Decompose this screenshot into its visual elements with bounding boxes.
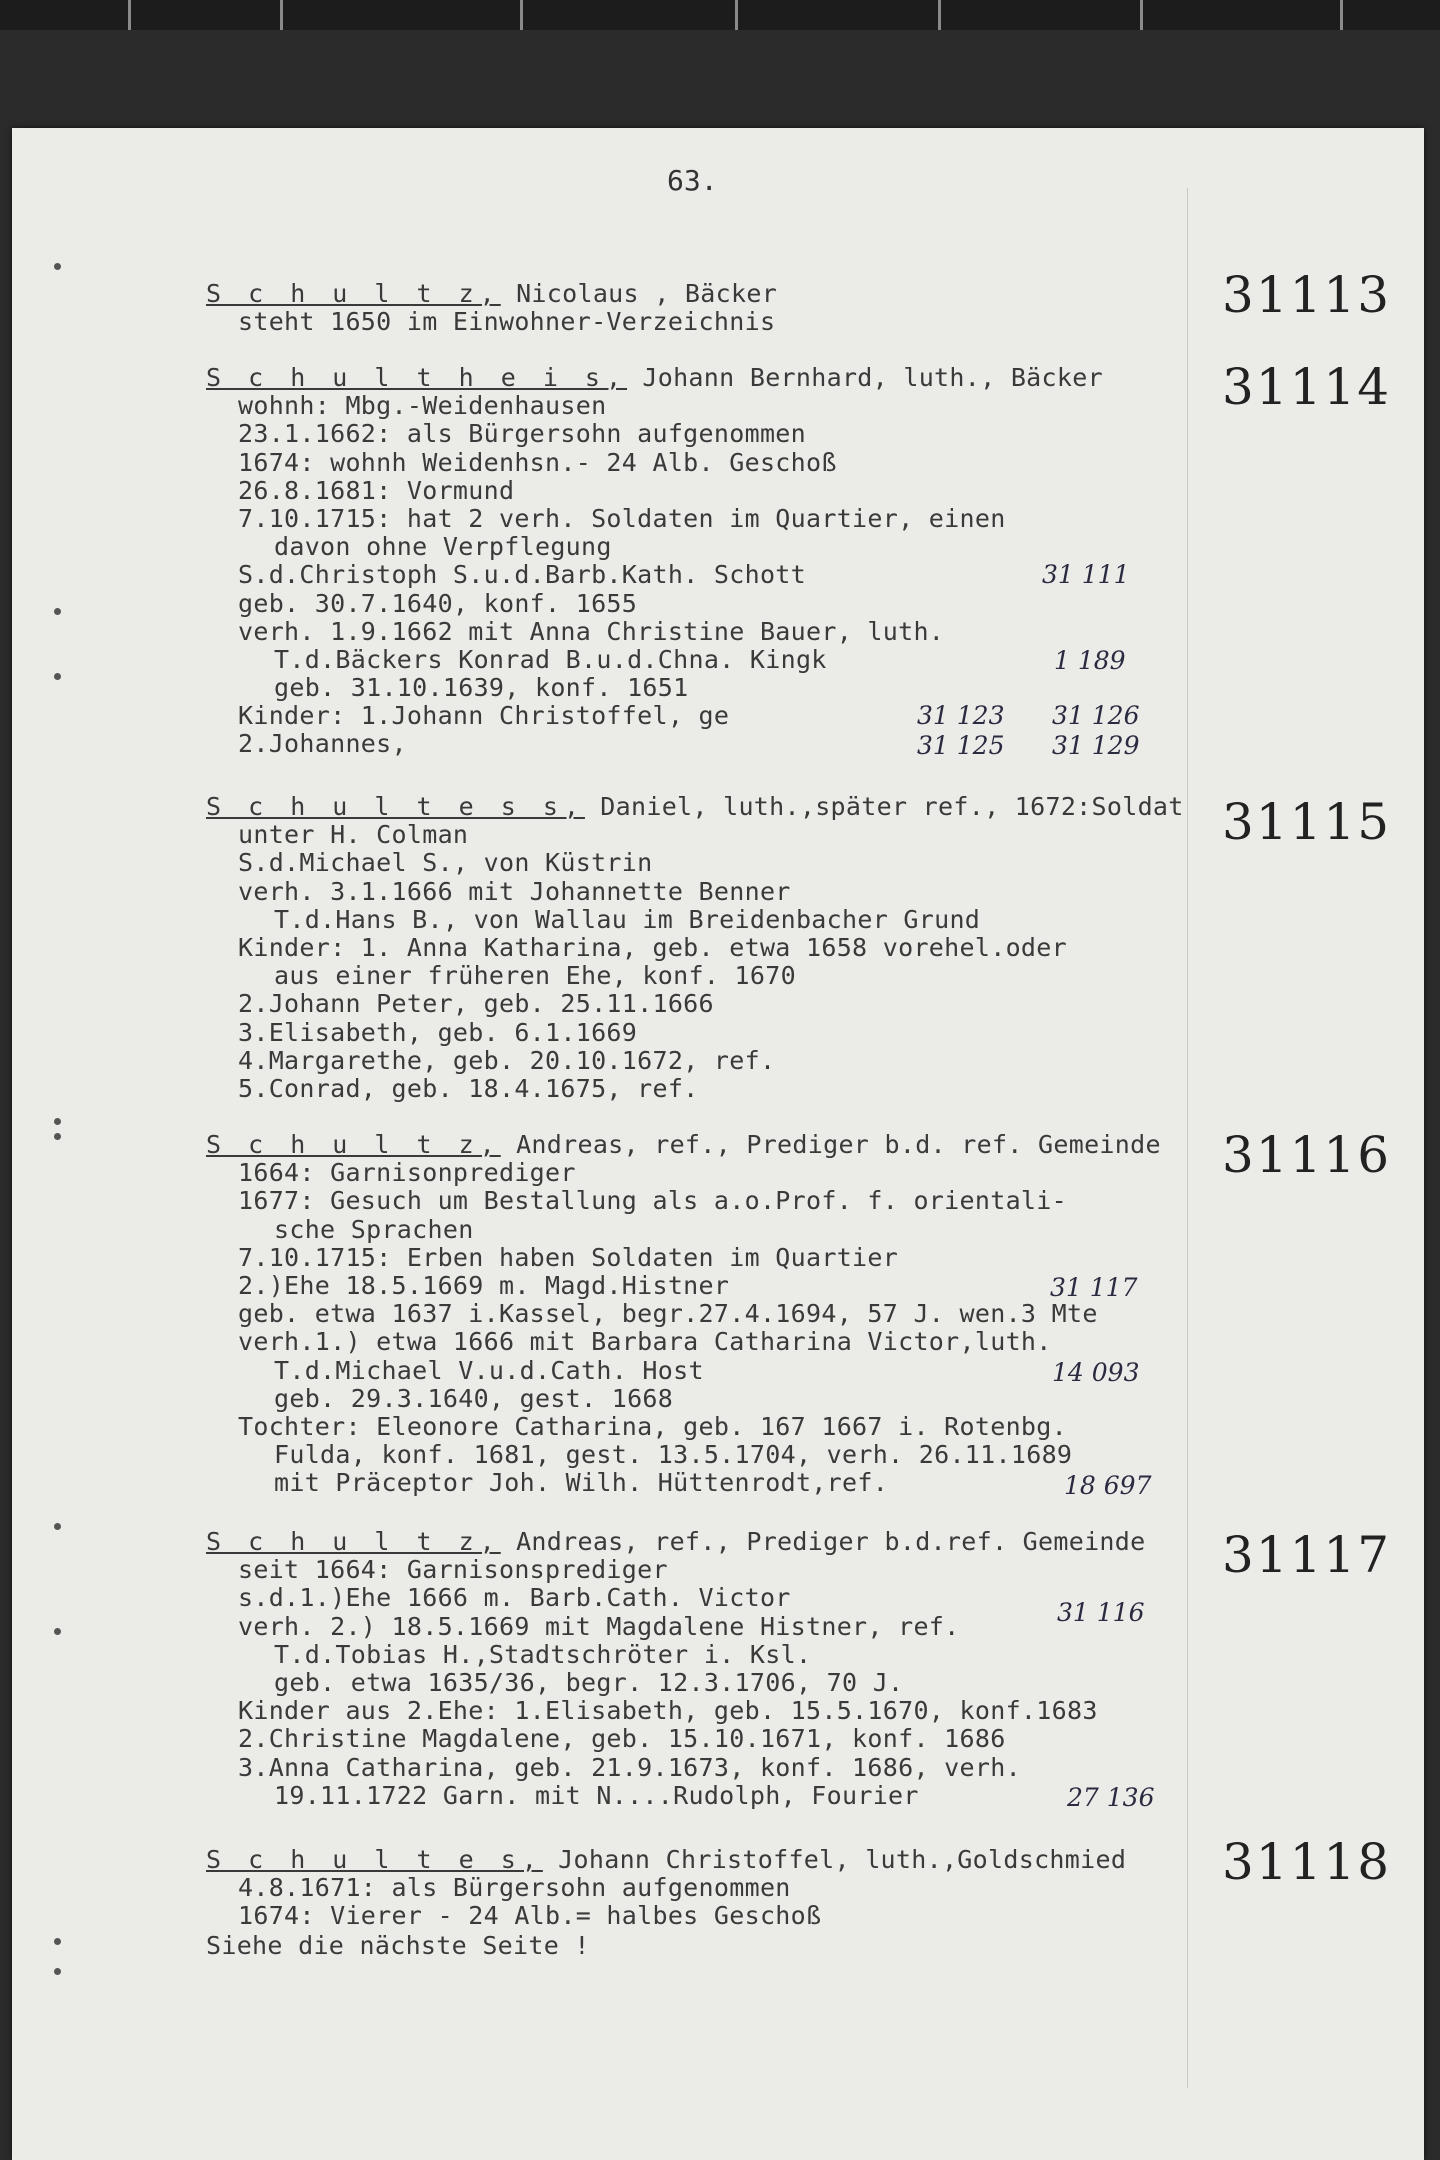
entry-line: verh. 2.) 18.5.1669 mit Magdalene Histner, ref.: [238, 1611, 960, 1641]
entry-line: T.d.Hans B., von Wallau im Breidenbacher Grund: [274, 904, 981, 934]
entry-line: 1664: Garnisonprediger: [238, 1158, 576, 1188]
entry-line: davon ohne Verpflegung: [274, 532, 612, 562]
entry-line: T.d.Michael V.u.d.Cath. Host: [274, 1355, 704, 1385]
entry-number: 31114: [1222, 358, 1392, 416]
entry-line: wohnh: Mbg.-Weidenhausen: [238, 391, 607, 421]
entry-line: 3.Elisabeth, geb. 6.1.1669: [238, 1017, 638, 1047]
entry-line: 1674: Vierer - 24 Alb.= halbes Geschoß: [238, 1901, 822, 1931]
entry-31113: [206, 280, 1206, 336]
film-mark: [280, 0, 283, 30]
entry-line: geb. 29.3.1640, gest. 1668: [274, 1383, 674, 1413]
entry-line: Kinder: 1. Anna Katharina, geb. etwa 1658 vorehel.oder: [238, 932, 1067, 962]
entry-heading: [206, 280, 1206, 308]
handwritten-ref: 18 697: [1064, 1471, 1152, 1500]
entry-heading: [206, 1131, 1206, 1159]
entry-line: S.d.Michael S., von Küstrin: [238, 848, 653, 878]
entry-line: T.d.Bäckers Konrad B.u.d.Chna. Kingk: [274, 644, 827, 674]
entry-line: 4.Margarethe, geb. 20.10.1672, ref.: [238, 1045, 776, 1075]
film-mark: [128, 0, 131, 30]
entry-line: Kinder aus 2.Ehe: 1.Elisabeth, geb. 15.5.1670, konf.1683: [238, 1696, 1098, 1726]
entry-line: geb. etwa 1637 i.Kassel, begr.27.4.1694, 57 J. wen.3 Mte: [238, 1299, 1098, 1329]
entry-line: unter H. Colman: [238, 820, 469, 850]
handwritten-ref: 31 117: [1050, 1273, 1138, 1302]
entry-31117: [206, 1528, 1206, 1810]
entry-line: 3.Anna Catharina, geb. 21.9.1673, konf. 1686, verh.: [238, 1752, 1021, 1782]
entry-line: Kinder: 1.Johann Christoffel, ge: [238, 701, 730, 731]
handwritten-ref: 31 125: [917, 731, 1005, 760]
entry-line: Fulda, konf. 1681, gest. 13.5.1704, verh. 26.11.1689: [274, 1440, 1073, 1470]
handwritten-ref: 1 189: [1054, 646, 1126, 675]
footer-note-wrap: [206, 1932, 1206, 1960]
entry-line: 2.Christine Magdalene, geb. 15.10.1671, konf. 1686: [238, 1724, 1006, 1754]
heading-text: Johann Christoffel, luth.,Goldschmied: [542, 1845, 1127, 1874]
entry-line: verh.1.) etwa 1666 mit Barbara Catharina Victor,luth.: [238, 1327, 1052, 1357]
entry-line: 23.1.1662: als Bürgersohn aufgenommen: [238, 419, 806, 449]
entry-line: 2.Johann Peter, geb. 25.11.1666: [238, 989, 714, 1019]
entry-line: aus einer früheren Ehe, konf. 1670: [274, 961, 796, 991]
entry-line: 1674: wohnh Weidenhsn.- 24 Alb. Geschoß: [238, 447, 837, 477]
surname: S c h u l t e s,: [206, 1845, 543, 1874]
surname: S c h u l t z,: [206, 1130, 501, 1159]
document-page: [12, 128, 1424, 2160]
handwritten-ref: 31 116: [1057, 1598, 1145, 1627]
entry-line: geb. 31.10.1639, konf. 1651: [274, 673, 689, 703]
handwritten-ref: 31 111: [1042, 560, 1130, 589]
entry-line: 19.11.1722 Garn. mit N....Rudolph, Fourier: [274, 1780, 919, 1810]
margin-mark: [54, 1523, 61, 1530]
entry-heading: [206, 1528, 1206, 1556]
margin-mark: [54, 1118, 61, 1125]
entry-line: seit 1664: Garnisonsprediger: [238, 1555, 668, 1585]
entry-line: steht 1650 im Einwohner-Verzeichnis: [238, 307, 776, 337]
film-mark: [520, 0, 523, 30]
entry-line: 5.Conrad, geb. 18.4.1675, ref.: [238, 1073, 699, 1103]
entry-heading: [206, 1846, 1206, 1874]
margin-mark: [54, 608, 61, 615]
handwritten-ref: 31 123: [917, 701, 1005, 730]
heading-text: Andreas, ref., Prediger b.d.ref. Gemeinde: [500, 1527, 1146, 1556]
entry-line: mit Präceptor Joh. Wilh. Hüttenrodt,ref.: [274, 1468, 889, 1498]
heading-text: Johann Bernhard, luth., Bäcker: [627, 363, 1103, 392]
entry-line: S.d.Christoph S.u.d.Barb.Kath. Schott: [238, 560, 806, 590]
entry-line: 1677: Gesuch um Bestallung als a.o.Prof. f. orientali-: [238, 1186, 1067, 1216]
page-number: 63.: [667, 164, 718, 197]
footer-note: Siehe die nächste Seite !: [206, 1931, 590, 1960]
entry-line: verh. 3.1.1666 mit Johannette Benner: [238, 876, 791, 906]
entry-line: Tochter: Eleonore Catharina, geb. 167 1667 i. Rotenbg.: [238, 1411, 1067, 1441]
handwritten-ref: 27 136: [1067, 1783, 1155, 1812]
entry-line: verh. 1.9.1662 mit Anna Christine Bauer, luth.: [238, 616, 945, 646]
entry-31116: [206, 1131, 1206, 1497]
entry-line: 2.)Ehe 18.5.1669 m. Magd.Histner: [238, 1270, 730, 1300]
film-mark: [735, 0, 738, 30]
margin-mark: [54, 1938, 61, 1945]
entry-number: 31117: [1222, 1526, 1392, 1584]
entry-line: 7.10.1715: Erben haben Soldaten im Quartier: [238, 1242, 899, 1272]
margin-mark: [54, 1133, 61, 1140]
entry-line: s.d.1.)Ehe 1666 m. Barb.Cath. Victor: [238, 1583, 791, 1613]
surname: S c h u l t z,: [206, 1527, 501, 1556]
film-mark: [1140, 0, 1143, 30]
entry-31118: [206, 1846, 1206, 1931]
entry-heading: [206, 364, 1206, 392]
margin-mark: [54, 673, 61, 680]
surname: S c h u l t e s s,: [206, 792, 585, 821]
heading-text: Andreas, ref., Prediger b.d. ref. Gemeinde: [500, 1130, 1161, 1159]
entry-line: 7.10.1715: hat 2 verh. Soldaten im Quartier, einen: [238, 503, 1006, 533]
entry-number: 31118: [1222, 1833, 1392, 1891]
entry-line: T.d.Tobias H.,Stadtschröter i. Ksl.: [274, 1639, 812, 1669]
entry-line: geb. 30.7.1640, konf. 1655: [238, 588, 638, 618]
entry-line: geb. etwa 1635/36, begr. 12.3.1706, 70 J.: [274, 1667, 904, 1697]
entry-31115: [206, 793, 1206, 1103]
entry-number: 31115: [1222, 793, 1392, 851]
entry-line: 26.8.1681: Vormund: [238, 475, 515, 505]
heading-text: Daniel, luth.,später ref., 1672:Soldat: [584, 792, 1184, 821]
entry-number: 31113: [1222, 266, 1392, 324]
handwritten-ref: 31 129: [1052, 731, 1140, 760]
margin-mark: [54, 1968, 61, 1975]
entry-line: 4.8.1671: als Bürgersohn aufgenommen: [238, 1873, 791, 1903]
entry-heading: [206, 793, 1206, 821]
margin-mark: [54, 263, 61, 270]
margin-mark: [54, 1628, 61, 1635]
surname: S c h u l t h e i s,: [206, 363, 628, 392]
film-mark: [1340, 0, 1343, 30]
handwritten-ref: 31 126: [1052, 701, 1140, 730]
entry-number: 31116: [1222, 1126, 1392, 1184]
film-strip: [0, 0, 1440, 30]
heading-text: Nicolaus , Bäcker: [500, 279, 778, 308]
handwritten-ref: 14 093: [1052, 1358, 1140, 1387]
film-mark: [938, 0, 941, 30]
surname: S c h u l t z,: [206, 279, 501, 308]
entry-line: 2.Johannes,: [238, 729, 407, 759]
entry-line: sche Sprachen: [274, 1214, 474, 1244]
